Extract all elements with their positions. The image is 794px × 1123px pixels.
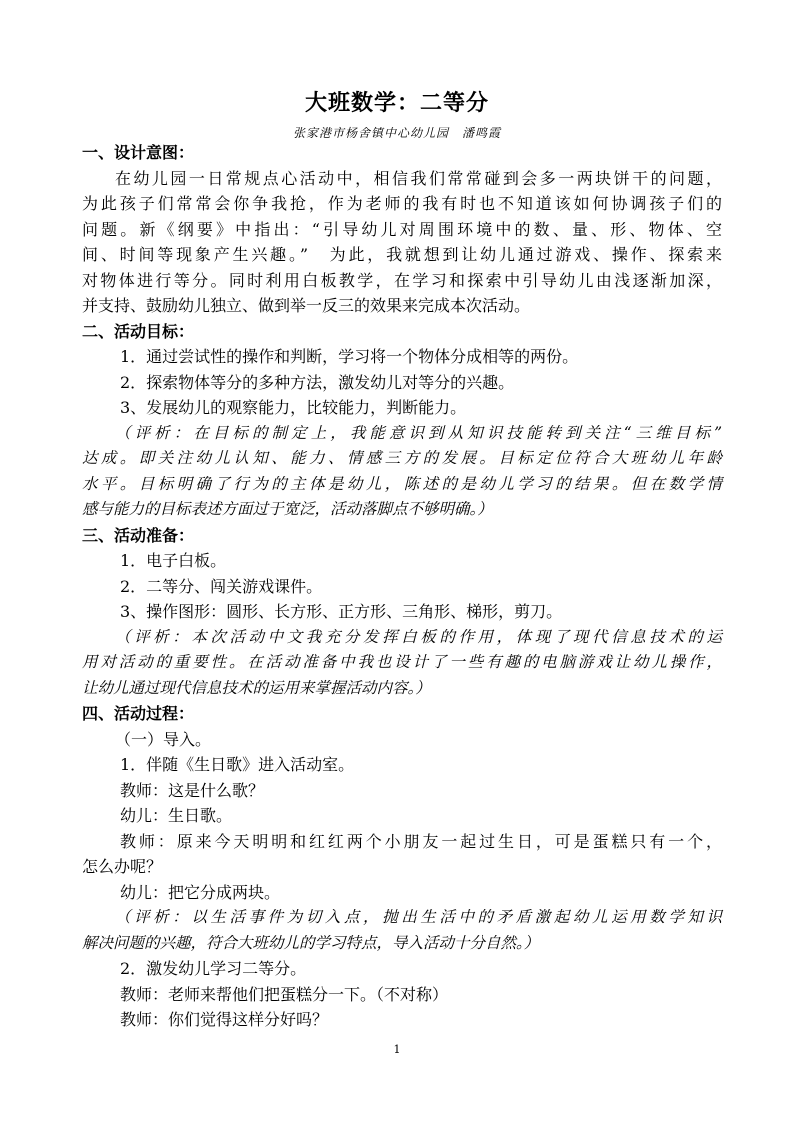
- document-body: [82, 140, 722, 1033]
- text-line: 教师：原来今天明明和红红两个小朋友一起过生日，可是蛋糕只有一个，: [120, 831, 722, 851]
- text-line: 在幼儿园一日常规点心活动中，相信我们常常碰到会多一两块饼干的问题，: [115, 168, 722, 188]
- section-heading: 三、活动准备：: [82, 525, 195, 545]
- text-line: 问题。新《纲要》中指出：“引导幼儿对周围环境中的数、量、形、物体、空: [82, 219, 722, 239]
- text-line: 对物体进行等分。同时利用白板教学，在学习和探索中引导幼儿由浅逐渐加深，: [82, 270, 722, 290]
- text-line: 教师：这是什么歌？: [120, 780, 265, 800]
- author-byline: 张家港市杨舍镇中心幼儿园 潘鸣霞: [292, 126, 501, 140]
- text-line: （评析：以生活事件为切入点，抛出生活中的矛盾激起幼儿运用数学知识: [115, 908, 722, 926]
- text-line: 用对活动的重要性。在活动准备中我也设计了一些有趣的电脑游戏让幼儿操作，: [82, 653, 722, 671]
- section-heading: 二、活动目标：: [82, 321, 195, 341]
- text-line: 2．激发幼儿学习二等分。: [120, 959, 307, 978]
- text-line: （评析：在目标的制定上，我能意识到从知识技能转到关注“三维目标”: [115, 423, 722, 442]
- text-line: 怎么办呢？: [82, 857, 163, 876]
- text-line: 教师：你们觉得这样分好吗？: [120, 1010, 329, 1029]
- text-line: 并支持、鼓励幼儿独立、做到举一反三的效果来完成本次活动。: [82, 296, 531, 315]
- text-line: 解决问题的兴趣，符合大班幼儿的学习特点，导入活动十分自然。）: [82, 933, 540, 952]
- text-line: 2．二等分、闯关游戏课件。: [120, 576, 323, 596]
- text-line: （一）导入。: [115, 729, 212, 749]
- text-line: 1．伴随《生日歌》进入活动室。: [120, 755, 355, 774]
- text-line: 为此孩子们常常会你争我抢，作为老师的我有时也不知道该如何协调孩子们的: [82, 194, 722, 213]
- text-line: 水平。目标明确了行为的主体是幼儿，陈述的是幼儿学习的结果。但在数学情: [82, 474, 722, 493]
- text-line: 3、发展幼儿的观察能力，比较能力，判断能力。: [120, 398, 467, 417]
- text-line: 1．电子白板。: [120, 551, 227, 570]
- text-line: 3、操作图形：圆形、长方形、正方形、三角形、梯形，剪刀。: [120, 602, 563, 621]
- text-line: 让幼儿通过现代信息技术的运用来掌握活动内容。）: [82, 678, 431, 697]
- text-line: 感与能力的目标表述方面过于宽泛，活动落脚点不够明确。）: [82, 500, 493, 518]
- text-line: 2．探索物体等分的多种方法，激发幼儿对等分的兴趣。: [120, 372, 515, 392]
- text-line: 幼儿：生日歌。: [120, 806, 233, 825]
- text-line: 达成。即关注幼儿认知、能力、情感三方的发展。目标定位符合大班幼儿年龄: [82, 449, 722, 467]
- text-line: 幼儿：把它分成两块。: [120, 882, 281, 902]
- section-heading: 四、活动过程：: [82, 704, 195, 723]
- page-title: 大班数学：二等分: [304, 91, 489, 116]
- section-heading: 一、设计意图：: [82, 143, 195, 162]
- page-number: 1: [393, 1043, 401, 1056]
- text-line: （评析：本次活动中文我充分发挥白板的作用，体现了现代信息技术的运: [115, 627, 722, 646]
- text-line: 1．通过尝试性的操作和判断，学习将一个物体分成相等的两份。: [120, 347, 579, 366]
- text-line: 教师：老师来帮他们把蛋糕分一下。（不对称）: [120, 984, 449, 1004]
- text-line: 间、时间等现象产生兴趣。” 为此，我就想到让幼儿通过游戏、操作、探索来: [82, 245, 722, 264]
